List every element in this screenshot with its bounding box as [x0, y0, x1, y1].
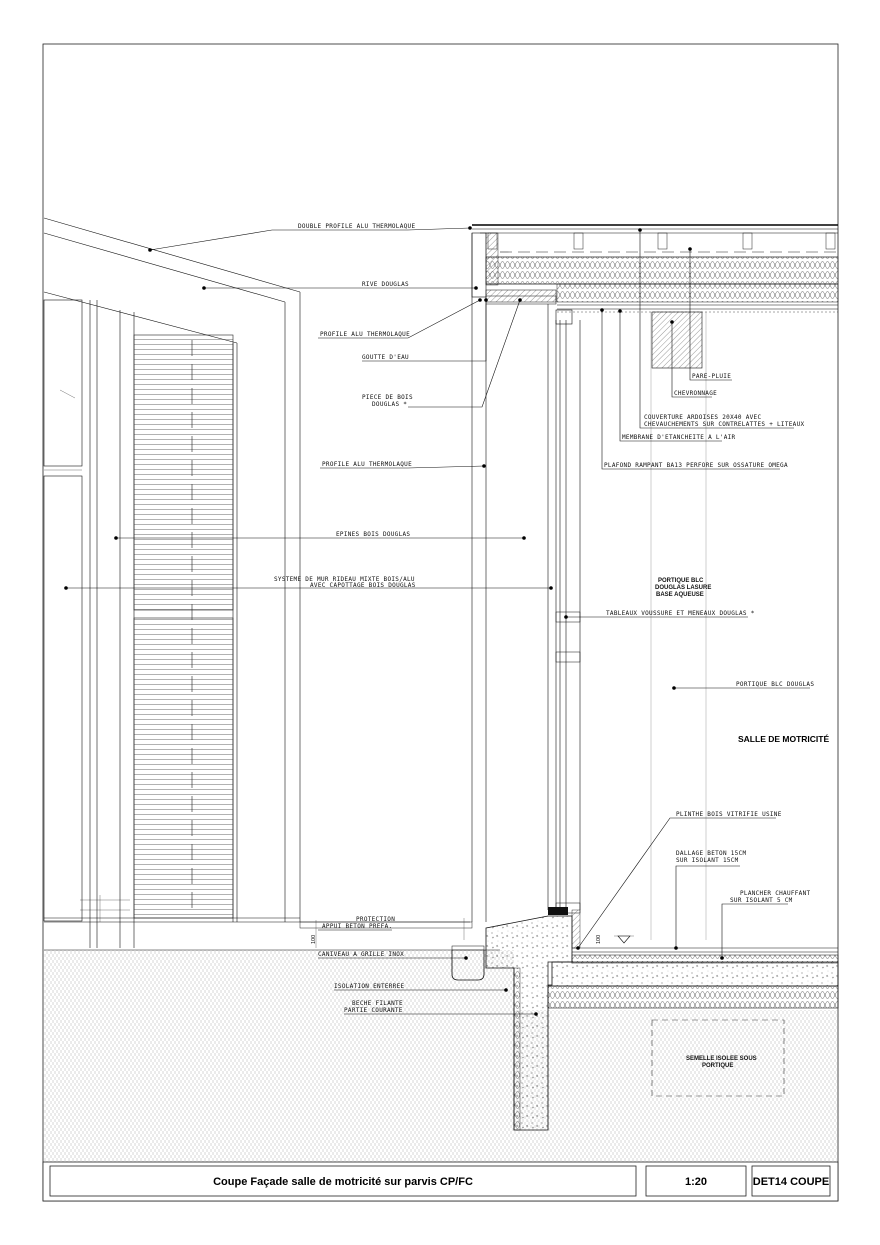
label-protection-1: PROTECTION [356, 916, 396, 923]
label-protection-2: APPUI BETON PREFA. [322, 923, 393, 930]
roof-assembly [472, 225, 838, 368]
label-profile-alu-1: PROFILE ALU THERMOLAQUE [320, 331, 410, 338]
label-profile-alu-2: PROFILE ALU THERMOLAQUE [322, 461, 412, 468]
label-membrane: MEMBRANE D'ETANCHEITE A L'AIR [622, 434, 736, 441]
label-tableaux: TABLEAUX VOUSSURE ET MENEAUX DOUGLAS * [606, 610, 755, 617]
label-pare-pluie: PARE-PLUIE [692, 373, 732, 380]
drawing-reference: DET14 COUPE [752, 1176, 830, 1188]
label-rive-douglas: RIVE DOUGLAS [362, 281, 409, 288]
label-plancher-1: PLANCHER CHAUFFANT [740, 890, 811, 897]
drawing-scale: 1:20 [684, 1176, 708, 1188]
label-double-profile: DOUBLE PROFILE ALU THERMOLAQUE [298, 223, 416, 230]
label-portique-lasure-1: PORTIQUE BLC [658, 578, 704, 584]
label-piece-bois-1: PIECE DE BOIS [362, 394, 413, 401]
label-caniveau: CANIVEAU A GRILLE INOX [318, 951, 405, 958]
title-block [43, 1162, 838, 1201]
dimension-2: 100 [596, 934, 602, 944]
room-name: SALLE DE MOTRICITÉ [738, 734, 830, 744]
label-plancher-2: SUR ISOLANT 5 CM [730, 897, 793, 904]
label-couverture-1: COUVERTURE ARDOISES 20X40 AVEC [644, 414, 762, 421]
label-beche-2: PARTIE COURANTE [344, 1007, 403, 1014]
label-dallage-1: DALLAGE BETON 15CM [676, 850, 747, 857]
drawing-title: Coupe Façade salle de motricité sur parvis CP/FC [213, 1176, 473, 1188]
label-beche-1: BECHE FILANTE [352, 1000, 403, 1007]
label-dallage-2: SUR ISOLANT 15CM [676, 857, 739, 864]
dimension-1: 100 [311, 934, 317, 944]
label-chevronnage: CHEVRONNAGE [674, 390, 718, 397]
label-semelle-2: PORTIQUE [702, 1063, 734, 1069]
label-plinthe: PLINTHE BOIS VITRIFIE USINE [676, 811, 782, 818]
label-epines: EPINES BOIS DOUGLAS [336, 531, 411, 538]
label-portique-lasure-2: DOUGLAS LASURE [655, 585, 712, 591]
label-systeme-1: SYSTEME DE MUR RIDEAU MIXTE BOIS/ALU [274, 576, 415, 583]
label-portique-lasure-3: BASE AQUEUSE [656, 592, 704, 598]
label-portique-blc: PORTIQUE BLC DOUGLAS [736, 681, 815, 688]
label-piece-bois-2: DOUGLAS * [372, 401, 408, 408]
label-couverture-2: CHEVAUCHEMENTS SUR CONTRELATTES + LITEAUX [644, 421, 805, 428]
label-semelle-1: SEMELLE ISOLEE SOUS [686, 1056, 757, 1062]
label-systeme-2: AVEC CAPOTTAGE BOIS DOUGLAS [310, 582, 416, 589]
label-isolation: ISOLATION ENTERREE [334, 983, 405, 990]
label-plafond: PLAFOND RAMPANT BA13 PERFORE SUR OSSATURE OMEGA [604, 462, 788, 469]
label-goutte-eau: GOUTTE D'EAU [362, 354, 409, 361]
